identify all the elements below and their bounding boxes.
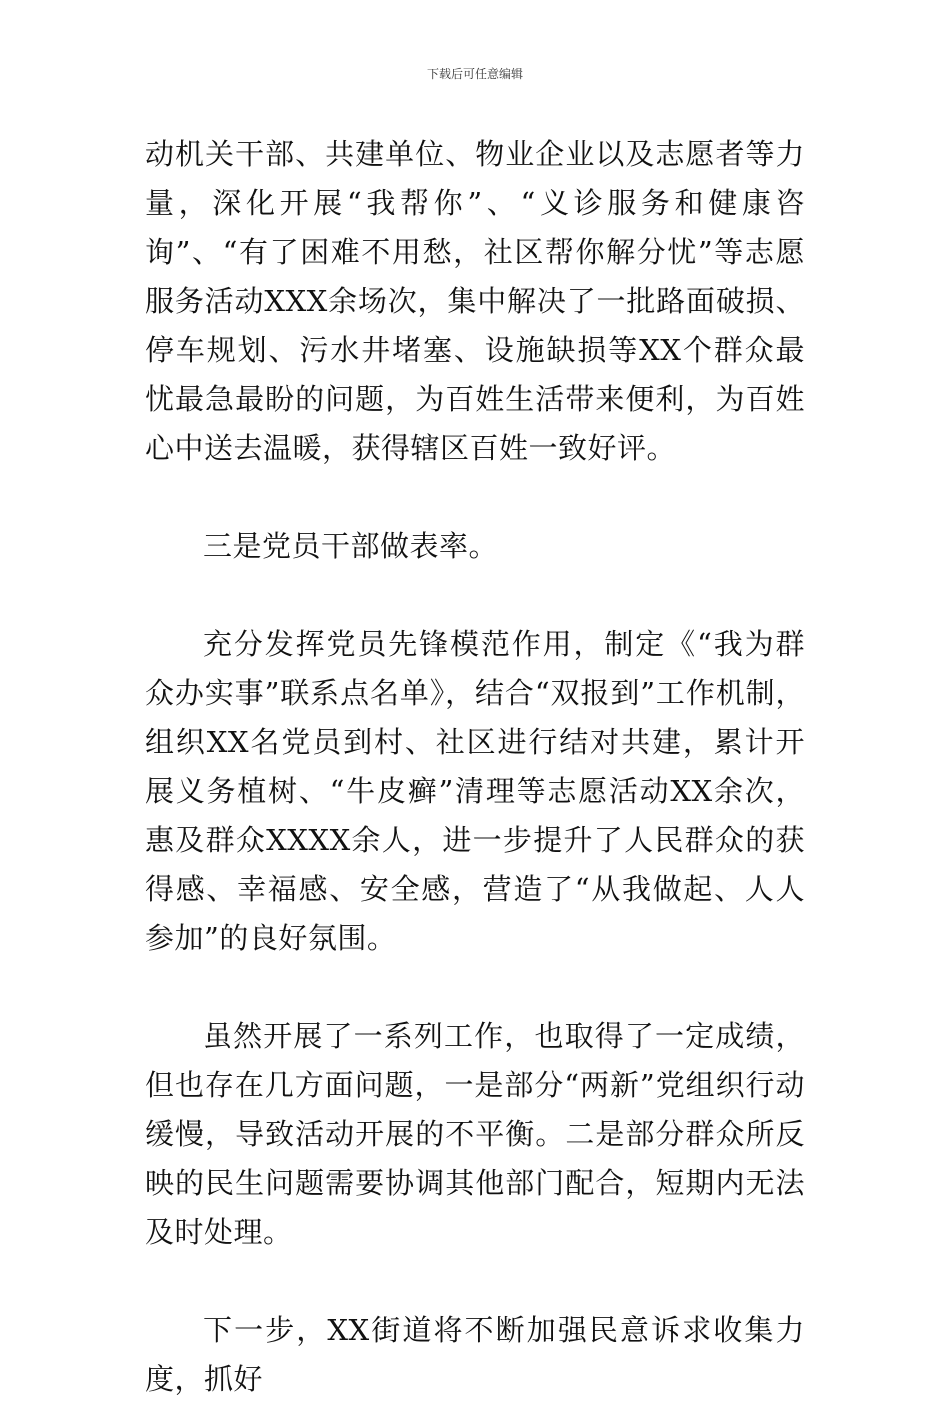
paragraph-gap [145, 963, 805, 1012]
paragraph-problems: 虽然开展了一系列工作，也取得了一定成绩，但也存在几方面问题，一是部分“两新”党组织行动缓慢，导致活动开展的不平衡。二是部分群众所反映的民生问题需要协调其他部门配合，短期内无法及时处理。 [145, 1019, 805, 1249]
document-body [145, 130, 805, 1404]
paragraph-continuation: 动机关干部、共建单位、物业企业以及志愿者等力量，深化开展“我帮你”、“义诊服务和健康咨询”、“有了困难不用愁，社区帮你解分忧”等志愿服务活动XXX余场次，集中解决了一批路面破损、停车规划、污水井堵塞、设施缺损等XX个群众最忧最急最盼的问题，为百姓生活带来便利，为百姓心中送去温暖，获得辖区百姓一致好评。 [145, 137, 805, 465]
paragraph-next-step: 下一步，XX街道将不断加强民意诉求收集力度，抓好 [145, 1313, 805, 1396]
paragraph-party-members: 充分发挥党员先锋模范作用，制定《“我为群众办实事”联系点名单》，结合“双报到”工作机制，组织XX名党员到村、社区进行结对共建，累计开展义务植树、“牛皮癣”清理等志愿活动XX余次，惠及群众XXXX余人，进一步提升了人民群众的获得感、幸福感、安全感，营造了“从我做起、人人参加”的良好氛围。 [145, 627, 805, 955]
paragraph-gap [145, 571, 805, 620]
paragraph-gap [145, 1257, 805, 1306]
page-header: 下载后可任意编辑 [426, 67, 523, 81]
paragraph-heading-three: 三是党员干部做表率。 [203, 529, 499, 563]
paragraph-gap [145, 473, 805, 522]
